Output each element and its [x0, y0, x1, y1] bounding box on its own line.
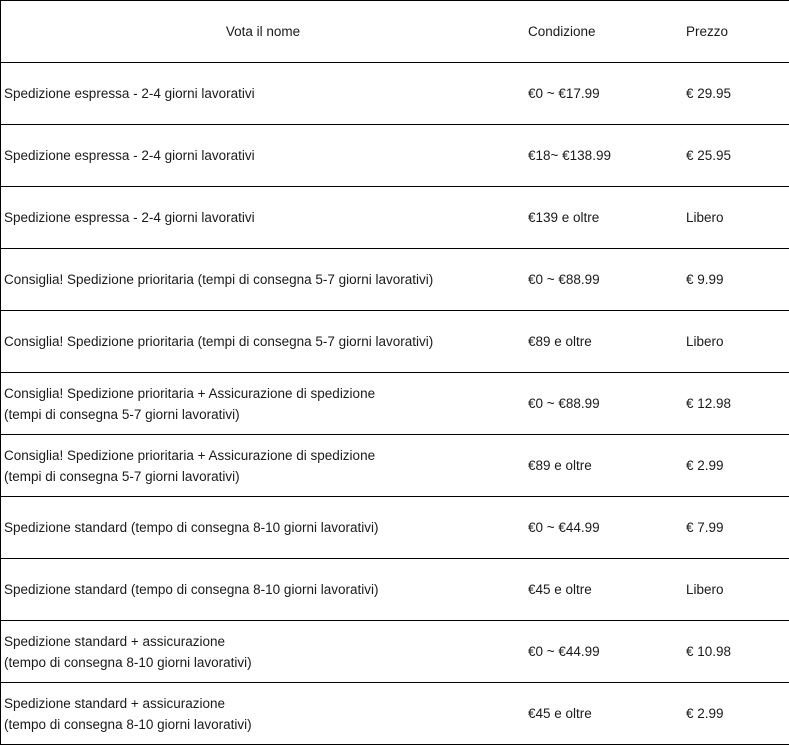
condition-cell: €139 e oltre — [528, 210, 600, 225]
shipping-method-text — [4, 631, 252, 673]
table-header-row — [1, 1, 789, 63]
header-name: Vota il nome — [225, 24, 301, 39]
shipping-method-line1: Spedizione standard + assicurazione — [4, 633, 226, 649]
shipping-method-text — [4, 269, 433, 290]
condition-cell: €0 ~ €88.99 — [528, 396, 600, 411]
shipping-method-line1: Spedizione espressa - 2-4 giorni lavorativi — [4, 210, 255, 225]
shipping-method-text — [4, 145, 255, 166]
condition-cell: €0 ~ €44.99 — [528, 644, 600, 659]
condition-cell: €45 e oltre — [528, 582, 592, 597]
shipping-method-line1: Consiglia! Spedizione prioritaria + Assicurazione di spedizione — [4, 447, 376, 463]
price-cell: Libero — [686, 582, 724, 597]
shipping-method-text — [4, 207, 255, 228]
table-row — [1, 311, 789, 373]
shipping-method-line1: Spedizione standard + assicurazione — [4, 695, 226, 711]
shipping-method-cell — [1, 497, 525, 558]
shipping-method-text — [4, 693, 252, 735]
shipping-method-cell — [1, 125, 525, 186]
shipping-method-line1: Spedizione espressa - 2-4 giorni lavorativi — [4, 148, 255, 163]
table-row — [1, 125, 789, 187]
price-cell: € 2.99 — [686, 458, 724, 473]
shipping-method-line2: (tempi di consegna 5-7 giorni lavorativi) — [4, 468, 240, 484]
table-row — [1, 559, 789, 621]
shipping-method-line2: (tempo di consegna 8-10 giorni lavorativi) — [4, 654, 252, 670]
table-row — [1, 63, 789, 125]
shipping-method-line1: Consiglia! Spedizione prioritaria + Assicurazione di spedizione — [4, 385, 376, 401]
shipping-method-line2: (tempi di consegna 5-7 giorni lavorativi) — [4, 406, 240, 422]
shipping-method-cell — [1, 187, 525, 248]
condition-cell: €89 e oltre — [528, 458, 592, 473]
shipping-method-text — [4, 445, 375, 487]
table-row — [1, 621, 789, 683]
price-cell: € 7.99 — [686, 520, 724, 535]
table-row — [1, 435, 789, 497]
shipping-method-line1: Spedizione standard (tempo di consegna 8-10 giorni lavorativi) — [4, 520, 379, 535]
shipping-method-text — [4, 579, 378, 600]
price-cell: € 25.95 — [686, 148, 732, 163]
price-cell: € 2.99 — [686, 706, 724, 721]
shipping-method-text — [4, 83, 255, 104]
shipping-method-cell — [1, 373, 525, 434]
table-row — [1, 373, 789, 435]
shipping-method-cell — [1, 249, 525, 310]
price-cell: Libero — [686, 210, 724, 225]
condition-cell: €45 e oltre — [528, 706, 592, 721]
table-row — [1, 249, 789, 311]
condition-cell: €0 ~ €44.99 — [528, 520, 600, 535]
header-price: Prezzo — [686, 24, 729, 39]
shipping-method-line1: Spedizione standard (tempo di consegna 8-10 giorni lavorativi) — [4, 582, 379, 597]
price-cell: € 29.95 — [686, 86, 732, 101]
shipping-method-text — [4, 383, 375, 425]
shipping-method-cell — [1, 435, 525, 496]
price-cell: € 12.98 — [686, 396, 732, 411]
shipping-method-cell — [1, 621, 525, 682]
shipping-method-text — [4, 517, 378, 538]
price-cell: € 9.99 — [686, 272, 724, 287]
shipping-method-line2: (tempo di consegna 8-10 giorni lavorativi) — [4, 716, 252, 732]
shipping-method-cell — [1, 63, 525, 124]
table-row — [1, 683, 789, 745]
shipping-method-cell — [1, 559, 525, 620]
table-row — [1, 497, 789, 559]
shipping-method-line1: Spedizione espressa - 2-4 giorni lavorativi — [4, 86, 255, 101]
shipping-method-line1: Consiglia! Spedizione prioritaria (tempi di consegna 5-7 giorni lavorativi) — [4, 334, 434, 349]
price-cell: Libero — [686, 334, 724, 349]
shipping-method-line1: Consiglia! Spedizione prioritaria (tempi di consegna 5-7 giorni lavorativi) — [4, 272, 434, 287]
condition-cell: €89 e oltre — [528, 334, 592, 349]
table-row — [1, 187, 789, 249]
shipping-method-text — [4, 331, 433, 352]
shipping-method-cell — [1, 683, 525, 744]
condition-cell: €0 ~ €88.99 — [528, 272, 600, 287]
condition-cell: €0 ~ €17.99 — [528, 86, 600, 101]
header-condition: Condizione — [528, 24, 596, 39]
shipping-method-cell — [1, 311, 525, 372]
price-cell: € 10.98 — [686, 644, 732, 659]
condition-cell: €18~ €138.99 — [528, 148, 611, 163]
